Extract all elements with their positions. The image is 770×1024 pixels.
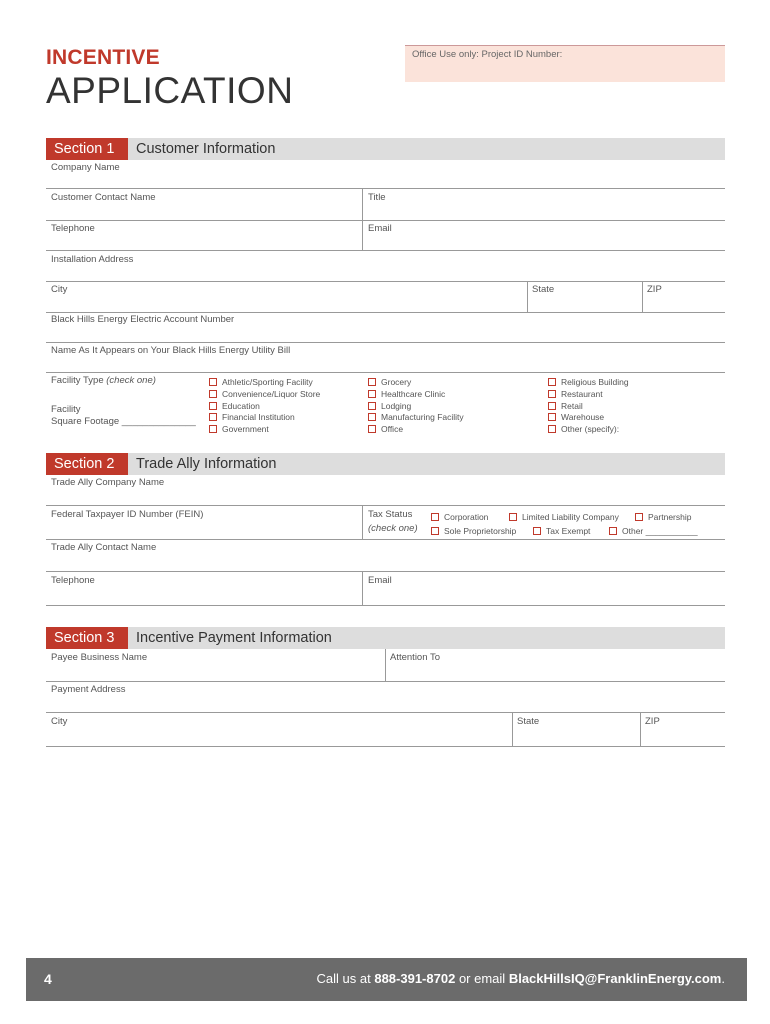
- contact-name-field[interactable]: [46, 220, 725, 221]
- payment-state-label: State: [517, 716, 540, 727]
- facility-checkbox[interactable]: Retail: [548, 401, 583, 411]
- trade-ally-telephone-label: Telephone: [51, 575, 95, 586]
- payment-address-label: Payment Address: [51, 684, 126, 695]
- payment-address-field[interactable]: [46, 712, 725, 713]
- divider: [642, 281, 643, 312]
- tax-checkbox-llc[interactable]: Limited Liability Company: [509, 512, 619, 522]
- account-number-field[interactable]: [46, 342, 725, 343]
- facility-checkbox[interactable]: Lodging: [368, 401, 411, 411]
- contact-line: Call us at 888-391-8702 or email BlackHillsIQ@FranklinEnergy.com.: [316, 971, 725, 986]
- facility-checkbox[interactable]: Grocery: [368, 377, 411, 387]
- divider: [385, 649, 386, 681]
- divider: [362, 505, 363, 539]
- name-on-bill-label: Name As It Appears on Your Black Hills Energy Utility Bill: [51, 345, 291, 356]
- company-name-label: Company Name: [51, 162, 120, 173]
- tax-checkbox-tax-exempt[interactable]: Tax Exempt: [533, 526, 590, 536]
- facility-checkbox[interactable]: Manufacturing Facility: [368, 412, 464, 422]
- trade-ally-email-label: Email: [368, 575, 392, 586]
- facility-checkbox[interactable]: Education: [209, 401, 260, 411]
- facility-label: Facility: [51, 404, 81, 415]
- facility-checkbox[interactable]: Warehouse: [548, 412, 604, 422]
- tax-checkbox-sole-proprietorship[interactable]: Sole Proprietorship: [431, 526, 516, 536]
- section-1-tag: Section 1: [46, 138, 128, 160]
- title-incentive: INCENTIVE: [46, 46, 160, 69]
- footer-bar: [26, 958, 747, 1001]
- tax-checkbox-partnership[interactable]: Partnership: [635, 512, 691, 522]
- section-1-title: Customer Information: [136, 141, 276, 157]
- contact-name-label: Customer Contact Name: [51, 192, 156, 203]
- section-2-title: Trade Ally Information: [136, 456, 277, 472]
- payee-field[interactable]: [46, 681, 725, 682]
- payment-city-field[interactable]: [46, 746, 725, 747]
- section-1-header: [46, 138, 725, 160]
- payee-label: Payee Business Name: [51, 652, 148, 663]
- trade-ally-company-label: Trade Ally Company Name: [51, 477, 165, 488]
- section-2-header: [46, 453, 725, 475]
- company-name-field[interactable]: [46, 188, 725, 189]
- title-label: Title: [368, 192, 386, 203]
- tax-check-one: (check one): [368, 523, 418, 534]
- facility-checkbox[interactable]: Government: [209, 424, 269, 434]
- trade-ally-telephone-field[interactable]: [46, 605, 725, 606]
- city-label: City: [51, 284, 68, 295]
- divider: [512, 712, 513, 746]
- divider: [362, 571, 363, 605]
- zip-label: ZIP: [647, 284, 662, 295]
- install-address-field[interactable]: [46, 281, 725, 282]
- account-number-label: Black Hills Energy Electric Account Number: [51, 314, 235, 325]
- telephone-label: Telephone: [51, 223, 95, 234]
- tax-status-label: Tax Status: [368, 509, 413, 520]
- facility-checkbox[interactable]: Restaurant: [548, 389, 603, 399]
- email-link[interactable]: BlackHillsIQ@FranklinEnergy.com: [508, 971, 722, 986]
- facility-checkbox[interactable]: Healthcare Clinic: [368, 389, 445, 399]
- facility-checkbox[interactable]: Financial Institution: [209, 412, 295, 422]
- trade-ally-company-field[interactable]: [46, 505, 725, 506]
- email-label: Email: [368, 223, 392, 234]
- name-on-bill-field[interactable]: [46, 372, 725, 373]
- facility-checkbox[interactable]: Convenience/Liquor Store: [209, 389, 320, 399]
- facility-checkbox[interactable]: Athletic/Sporting Facility: [209, 377, 313, 387]
- facility-checkbox[interactable]: Religious Building: [548, 377, 629, 387]
- install-address-label: Installation Address: [51, 254, 134, 265]
- tax-checkbox-other[interactable]: Other ___________: [609, 526, 698, 536]
- office-use-field[interactable]: [405, 45, 725, 82]
- tax-checkbox-corporation[interactable]: Corporation: [431, 512, 488, 522]
- attention-label: Attention To: [390, 652, 441, 663]
- payment-city-label: City: [51, 716, 68, 727]
- divider: [640, 712, 641, 746]
- phone-link[interactable]: 888-391-8702: [374, 971, 456, 986]
- state-label: State: [532, 284, 555, 295]
- section-2-tag: Section 2: [46, 453, 128, 475]
- fein-field[interactable]: [46, 539, 725, 540]
- facility-checkbox[interactable]: Office: [368, 424, 403, 434]
- page-number: 4: [44, 971, 52, 987]
- fein-label: Federal Taxpayer ID Number (FEIN): [51, 509, 204, 520]
- section-3-title: Incentive Payment Information: [136, 630, 332, 646]
- trade-ally-contact-field[interactable]: [46, 571, 725, 572]
- payment-zip-label: ZIP: [645, 716, 660, 727]
- divider: [362, 188, 363, 250]
- square-footage-field[interactable]: Square Footage ______________: [51, 416, 196, 427]
- section-3-tag: Section 3: [46, 627, 128, 649]
- title-application: APPLICATION: [46, 70, 294, 111]
- telephone-field[interactable]: [46, 250, 725, 251]
- facility-checkbox[interactable]: Other (specify):: [548, 424, 619, 434]
- section-3-header: [46, 627, 725, 649]
- trade-ally-contact-label: Trade Ally Contact Name: [51, 542, 157, 553]
- city-field[interactable]: [46, 312, 725, 313]
- facility-type-label: Facility Type (check one): [51, 375, 156, 386]
- office-use-label: Office Use only: Project ID Number:: [412, 49, 563, 60]
- divider: [527, 281, 528, 312]
